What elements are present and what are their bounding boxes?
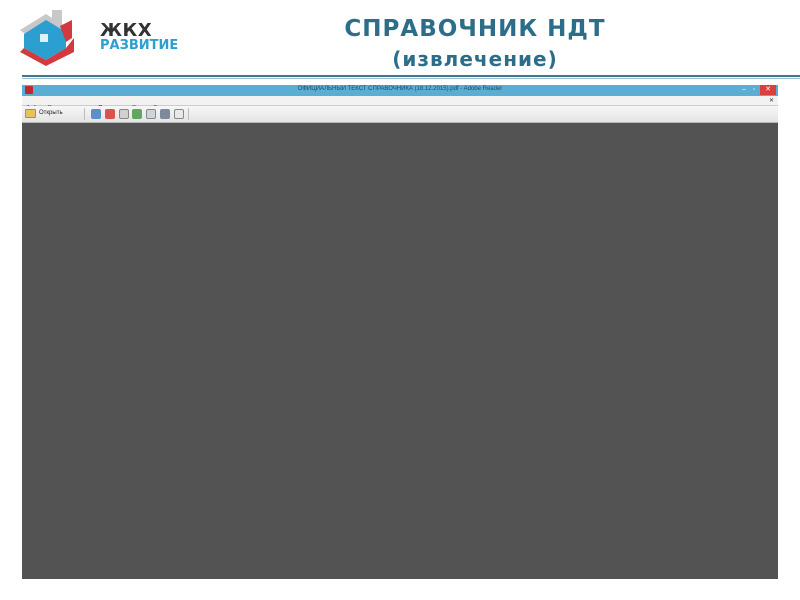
toolbar-separator <box>84 108 85 120</box>
print-icon[interactable] <box>160 109 170 119</box>
toolbar-separator <box>188 108 189 120</box>
toolbar <box>22 106 778 123</box>
logo-text-razvitie: РАЗВИТИЕ <box>100 38 179 53</box>
maximize-button[interactable]: ▫ <box>752 87 756 93</box>
header-divider <box>22 75 800 77</box>
logo-text-zhkh: ЖКХ <box>100 20 153 41</box>
convert-icon[interactable] <box>105 109 115 119</box>
minimize-button[interactable]: – <box>742 86 746 93</box>
email-icon[interactable] <box>174 109 184 119</box>
close-button[interactable]: ✕ <box>760 85 776 95</box>
open-button[interactable]: Открыть <box>39 110 63 116</box>
adobe-reader-window <box>22 85 778 579</box>
window-title: ОФИЦИАЛЬНЫЙ ТЕКСТ СПРАВОЧНИКА (18.12.2015).pdf - Adobe Reader <box>297 86 503 92</box>
close-document-icon[interactable]: ✕ <box>768 98 774 104</box>
slide-header <box>0 0 800 78</box>
create-pdf-icon[interactable] <box>91 109 101 119</box>
cloud-icon[interactable] <box>132 109 142 119</box>
menu-bar <box>22 96 778 106</box>
slide-subtitle: (извлечение) <box>392 47 558 71</box>
header-divider-thin <box>22 78 800 79</box>
logo <box>16 8 179 66</box>
folder-open-icon[interactable] <box>25 109 36 118</box>
slide-title: СПРАВОЧНИК НДТ <box>344 16 606 42</box>
save-icon[interactable] <box>146 109 156 119</box>
window-titlebar[interactable] <box>22 85 778 96</box>
logo-house-icon <box>16 8 78 66</box>
edit-icon[interactable] <box>119 109 129 119</box>
